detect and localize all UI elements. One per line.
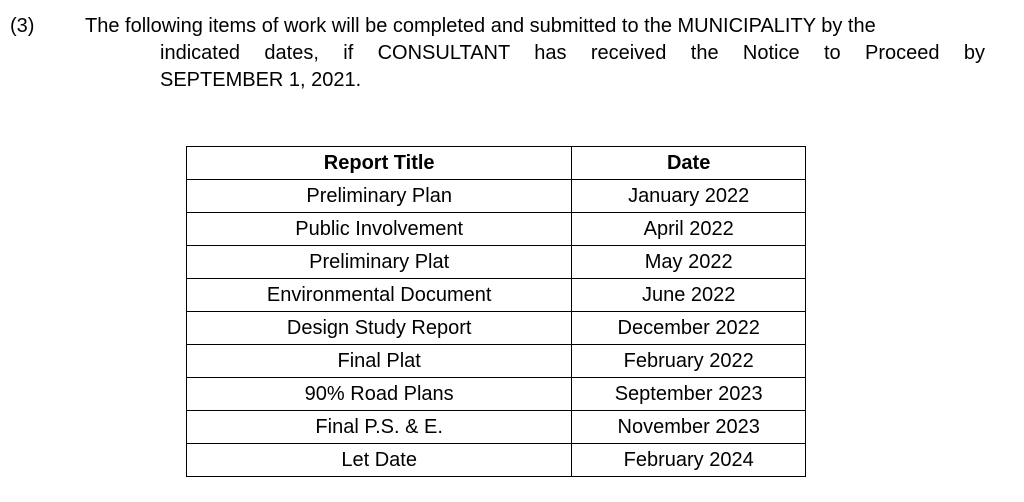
cell-report-title: Environmental Document xyxy=(187,279,572,312)
cell-date: May 2022 xyxy=(572,246,806,279)
cell-report-title: 90% Road Plans xyxy=(187,378,572,411)
cell-date: April 2022 xyxy=(572,213,806,246)
cell-report-title: Final P.S. & E. xyxy=(187,411,572,444)
paragraph-line-3: SEPTEMBER 1, 2021. xyxy=(160,69,362,91)
cell-date: January 2022 xyxy=(572,180,806,213)
cell-date: September 2023 xyxy=(572,378,806,411)
paragraph-line-2: indicated dates, if CONSULTANT has received the Notice to Proceed by xyxy=(160,42,985,64)
cell-date: June 2022 xyxy=(572,279,806,312)
cell-date: February 2022 xyxy=(572,345,806,378)
cell-report-title: Public Involvement xyxy=(187,213,572,246)
table-row xyxy=(187,312,806,345)
cell-report-title: Design Study Report xyxy=(187,312,572,345)
item-number: (3) xyxy=(10,15,35,37)
header-date: Date xyxy=(572,147,806,180)
paragraph-line-1: The following items of work will be completed and submitted to the MUNICIPALITY by the xyxy=(85,15,876,37)
table-row xyxy=(187,444,806,477)
cell-date: February 2024 xyxy=(572,444,806,477)
item-paragraph xyxy=(85,13,985,94)
cell-date: November 2023 xyxy=(572,411,806,444)
table-row xyxy=(187,411,806,444)
cell-report-title: Preliminary Plat xyxy=(187,246,572,279)
table-row xyxy=(187,213,806,246)
table-row xyxy=(187,246,806,279)
schedule-table xyxy=(186,146,806,477)
table-row xyxy=(187,378,806,411)
table-row xyxy=(187,279,806,312)
table-row xyxy=(187,345,806,378)
table-header-row xyxy=(187,147,806,180)
cell-report-title: Final Plat xyxy=(187,345,572,378)
header-report-title: Report Title xyxy=(187,147,572,180)
table-row xyxy=(187,180,806,213)
cell-date: December 2022 xyxy=(572,312,806,345)
cell-report-title: Preliminary Plan xyxy=(187,180,572,213)
cell-report-title: Let Date xyxy=(187,444,572,477)
